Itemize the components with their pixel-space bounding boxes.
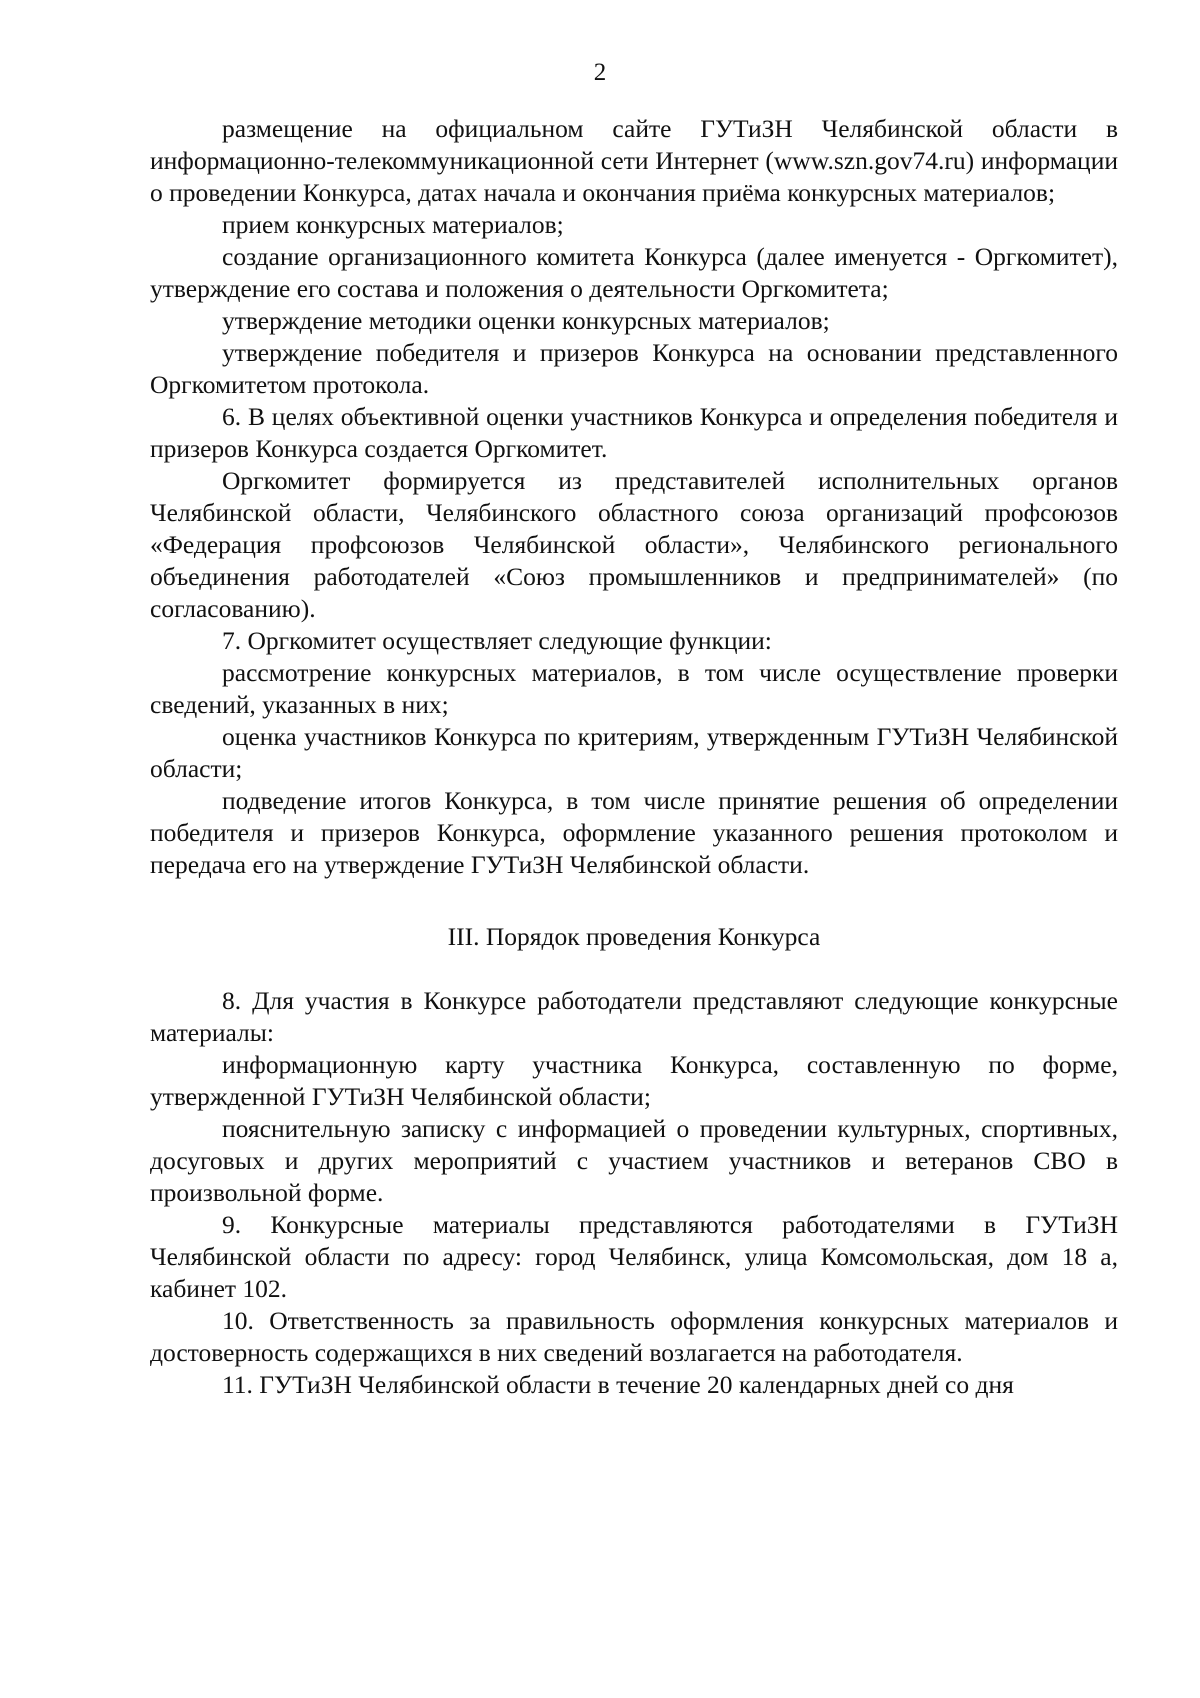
paragraph-item-11: 11. ГУТиЗН Челябинской области в течение 20 календарных дней со дня	[222, 1370, 1014, 1399]
paragraph-item-10: 10. Ответственность за правильность оформления конкурсных материалов и достоверность содержащихся в них сведений возлагается на работодателя.	[150, 1306, 1118, 1367]
paragraph-review-materials: рассмотрение конкурсных материалов, в том числе осуществление проверки сведений, указанных в них;	[150, 658, 1118, 719]
paragraph-methodology: утверждение методики оценки конкурсных материалов;	[222, 306, 830, 335]
paragraph-item-7: 7. Оргкомитет осуществляет следующие функции:	[222, 626, 772, 655]
paragraph-committee-creation: создание организационного комитета Конкурса (далее именуется - Оргкомитет), утверждение его состава и положения о деятельности Оргкомитета;	[150, 242, 1118, 303]
paragraph-info-card: информационную карту участника Конкурса, составленную по форме, утвержденной ГУТиЗН Челябинской области;	[150, 1050, 1118, 1111]
paragraph-item-9: 9. Конкурсные материалы представляются работодателями в ГУТиЗН Челябинской области по адресу: город Челябинск, улица Комсомольская, дом 18 а, кабинет 102.	[150, 1210, 1118, 1303]
paragraph-explanatory-note: пояснительную записку с информацией о проведении культурных, спортивных, досуговых и других мероприятий с участием участников и ветеранов СВО в произвольной форме.	[150, 1114, 1118, 1207]
document-body	[150, 113, 1118, 1401]
paragraph-site-publication: размещение на официальном сайте ГУТиЗН Челябинской области в информационно-телекоммуникационной сети Интернет (www.szn.gov74.ru) информации о проведении Конкурса, датах начала и окончания приёма конкурсных материалов;	[150, 114, 1118, 207]
paragraph-materials-intake: прием конкурсных материалов;	[222, 210, 564, 239]
section-heading: III. Порядок проведения Конкурса	[447, 922, 821, 951]
paragraph-committee-composition: Оргкомитет формируется из представителей исполнительных органов Челябинской области, Челябинского областного союза организаций профсоюзов «Федерация профсоюзов Челябинской области», Челябинского регионального объединения работодателей «Союз промышленников и предпринимателей» (по согласованию).	[150, 466, 1118, 623]
paragraph-winners-approval: утверждение победителя и призеров Конкурса на основании представленного Оргкомитетом протокола.	[150, 338, 1118, 399]
page-number: 2	[593, 59, 607, 86]
paragraph-participant-assessment: оценка участников Конкурса по критериям, утвержденным ГУТиЗН Челябинской области;	[150, 722, 1118, 783]
paragraph-item-6: 6. В целях объективной оценки участников Конкурса и определения победителя и призеров Конкурса создается Оргкомитет.	[150, 402, 1118, 463]
paragraph-item-8: 8. Для участия в Конкурсе работодатели представляют следующие конкурсные материалы:	[150, 986, 1118, 1047]
paragraph-summing-up: подведение итогов Конкурса, в том числе принятие решения об определении победителя и призеров Конкурса, оформление указанного решения протоколом и передача его на утверждение ГУТиЗН Челябинской области.	[150, 786, 1118, 879]
